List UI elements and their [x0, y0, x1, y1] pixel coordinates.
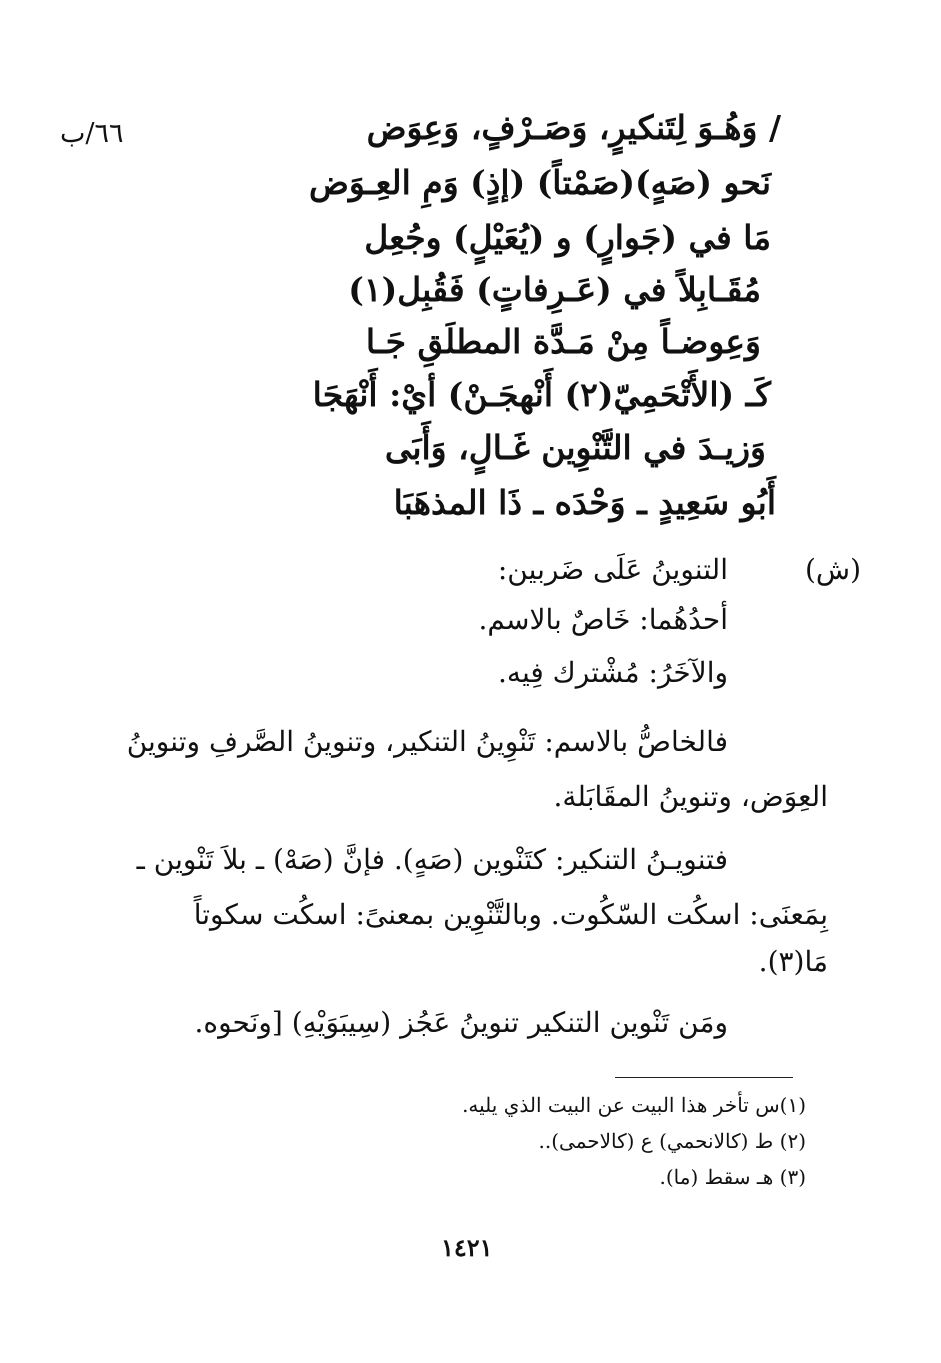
verse-line-4: مُقَـابِلاً في (عَـرِفاتٍ) فَقُبِل(١) [348, 270, 761, 309]
sharh-line-2: أحدُهُما: خَاصٌ بالاسم. [478, 603, 728, 636]
page-number: ١٤٢١ [441, 1233, 493, 1262]
verse-line-2: نَحو (صَهٍ)(صَمْتاً) (إذٍ) وَمِ العِـوَض [309, 163, 771, 202]
paragraph-1-line-2: العِوَض، وتنوينُ المقَابَلة. [553, 780, 828, 813]
verse-line-6: كَـ (الأَتْحَمِيّ(٢) أَنْهجَـنْ) أيْ: أَنْهَجَا [312, 375, 771, 414]
margin-folio-reference: ٦٦/ب [60, 118, 124, 149]
footnote-2: (٢) ط (كالانحمي) ع (كالاحمى).. [538, 1129, 806, 1153]
paragraph-1-line-1: فالخاصُّ بالاسم: تَنْوِينُ التنكير، وتنوينُ الصَّرفِ وتنوينُ [126, 725, 728, 758]
paragraph-2-line-2: بِمَعنَى: اسكُت السّكُوت. وبالتَّنْوِين بمعنىً: اسكُت سكوتاً [193, 898, 828, 931]
paragraph-2-line-1: فتنويـنُ التنكير: كتَنْوين (صَهٍ). فإنَّ (صَهْ) ـ بلاَ تَنْوين ـ [136, 843, 728, 876]
verse-line-7: وَزيـدَ في التَّنْوِين غَـالٍ، وَأَبَى [384, 428, 766, 467]
paragraph-2-line-3: مَا(٣). [758, 945, 828, 978]
verse-line-5: وَعِوضـاً مِنْ مَـدَّة المطلَقِ جَـا [365, 322, 761, 361]
footnote-3: (٣) هـ سقط (ما). [659, 1165, 806, 1189]
sharh-line-1: التنوينُ عَلَى ضَربين: [497, 553, 728, 586]
verse-line-1: / وَهُـوَ لِتَنكيرٍ، وَصَـرْفٍ، وَعِوَض [366, 108, 781, 147]
sharh-line-3: والآخَرُ: مُشْترك فِيه. [498, 656, 728, 689]
verse-line-8: أَبُو سَعِيدٍ ـ وَحْدَه ـ ذَا المذهَبَا [393, 483, 776, 522]
footnote-1: (١)س تأخر هذا البيت عن البيت الذي يليه. [462, 1093, 806, 1117]
paragraph-3-line-1: ومَن تَنْوين التنكير تنوينُ عَجُز (سِيبَوَيْهِ) [ونَحوه. [194, 1006, 728, 1039]
sharh-marker: (ش) [804, 553, 861, 586]
footnote-separator-rule [615, 1077, 793, 1078]
verse-line-3: مَا في (جَوارٍ) و (يُعَيْلٍ) وجُعِل [364, 218, 771, 257]
